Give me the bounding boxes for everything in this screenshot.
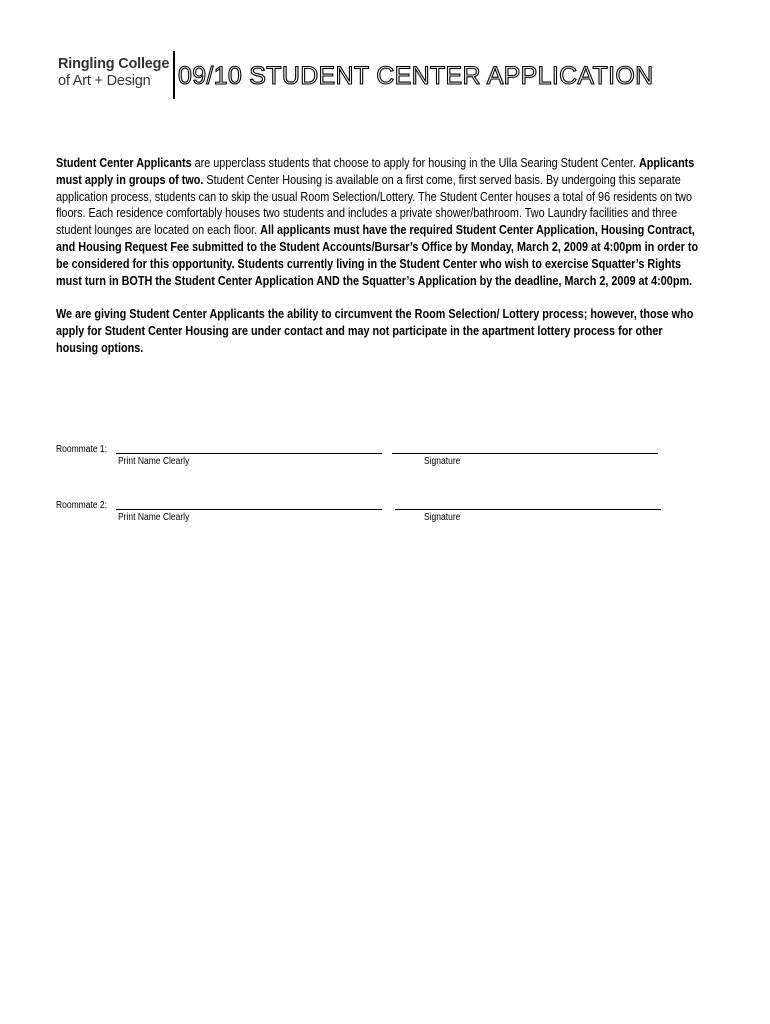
roommate-2-label: Roommate 2: [56, 500, 108, 511]
page-title: 09/10 STUDENT CENTER APPLICATION [178, 62, 654, 90]
intro-bold-2: Applicants must apply in groups of two. [56, 156, 695, 187]
body-text [56, 155, 706, 373]
roommate-2-signature-caption: Signature [424, 512, 461, 523]
roommate-1-name-line[interactable] [116, 453, 382, 454]
roommate-2-name-caption: Print Name Clearly [118, 512, 190, 523]
intro-text-2: Student Center Housing is available on a first come, first served basis. By undergoing this separate application process, students can to skip the usual Room Selection/Lottery. The Student Center houses a total of 96 residents on two floors. Each residence comfortably houses two students and includes a private shower/bathroom. Two Laundry facilities and three student lounges are located on each floor. [56, 172, 692, 238]
logo-line-1: Ringling College [58, 56, 170, 72]
roommate-1-label: Roommate 1: [56, 444, 108, 455]
roommate-2-name-line[interactable] [116, 509, 382, 510]
roommate-1-name-caption: Print Name Clearly [118, 456, 190, 467]
intro-bold-3: All applicants must have the required Student Center Application, Housing Contract, and Housing Request Fee submitted to the Student Accounts/Bursar’s Office by Monday, March 2, 2009 at 4:00pm in order to be considered for this opportunity. Students currently living in the Student Center who wish to exercise Squatter’s Rights must turn in BOTH the Student Center Application AND the Squatter’s Application by the deadline, March 2, 2009 at 4:00pm. [56, 223, 699, 288]
roommate-2-signature-line[interactable] [395, 509, 661, 510]
roommate-2-signature-block [56, 500, 676, 530]
roommate-1-signature-block [56, 444, 676, 474]
lottery-paragraph [56, 306, 706, 356]
logo-line-2: of Art + Design [58, 73, 151, 89]
lottery-text: We are giving Student Center Applicants the ability to circumvent the Room Selection/ Lottery process; however, those who apply for Student Center Housing are under contact and may not participate in the apartment lottery process for other housing options. [56, 307, 694, 355]
intro-paragraph [56, 155, 706, 289]
intro-bold-1: Student Center Applicants [56, 156, 192, 170]
intro-text-1: are upperclass students that choose to apply for housing in the Ulla Searing Student Center. [191, 156, 636, 170]
roommate-1-signature-caption: Signature [424, 456, 461, 467]
college-logo [58, 56, 169, 90]
roommate-1-signature-line[interactable] [392, 453, 658, 454]
header-divider [173, 51, 175, 99]
